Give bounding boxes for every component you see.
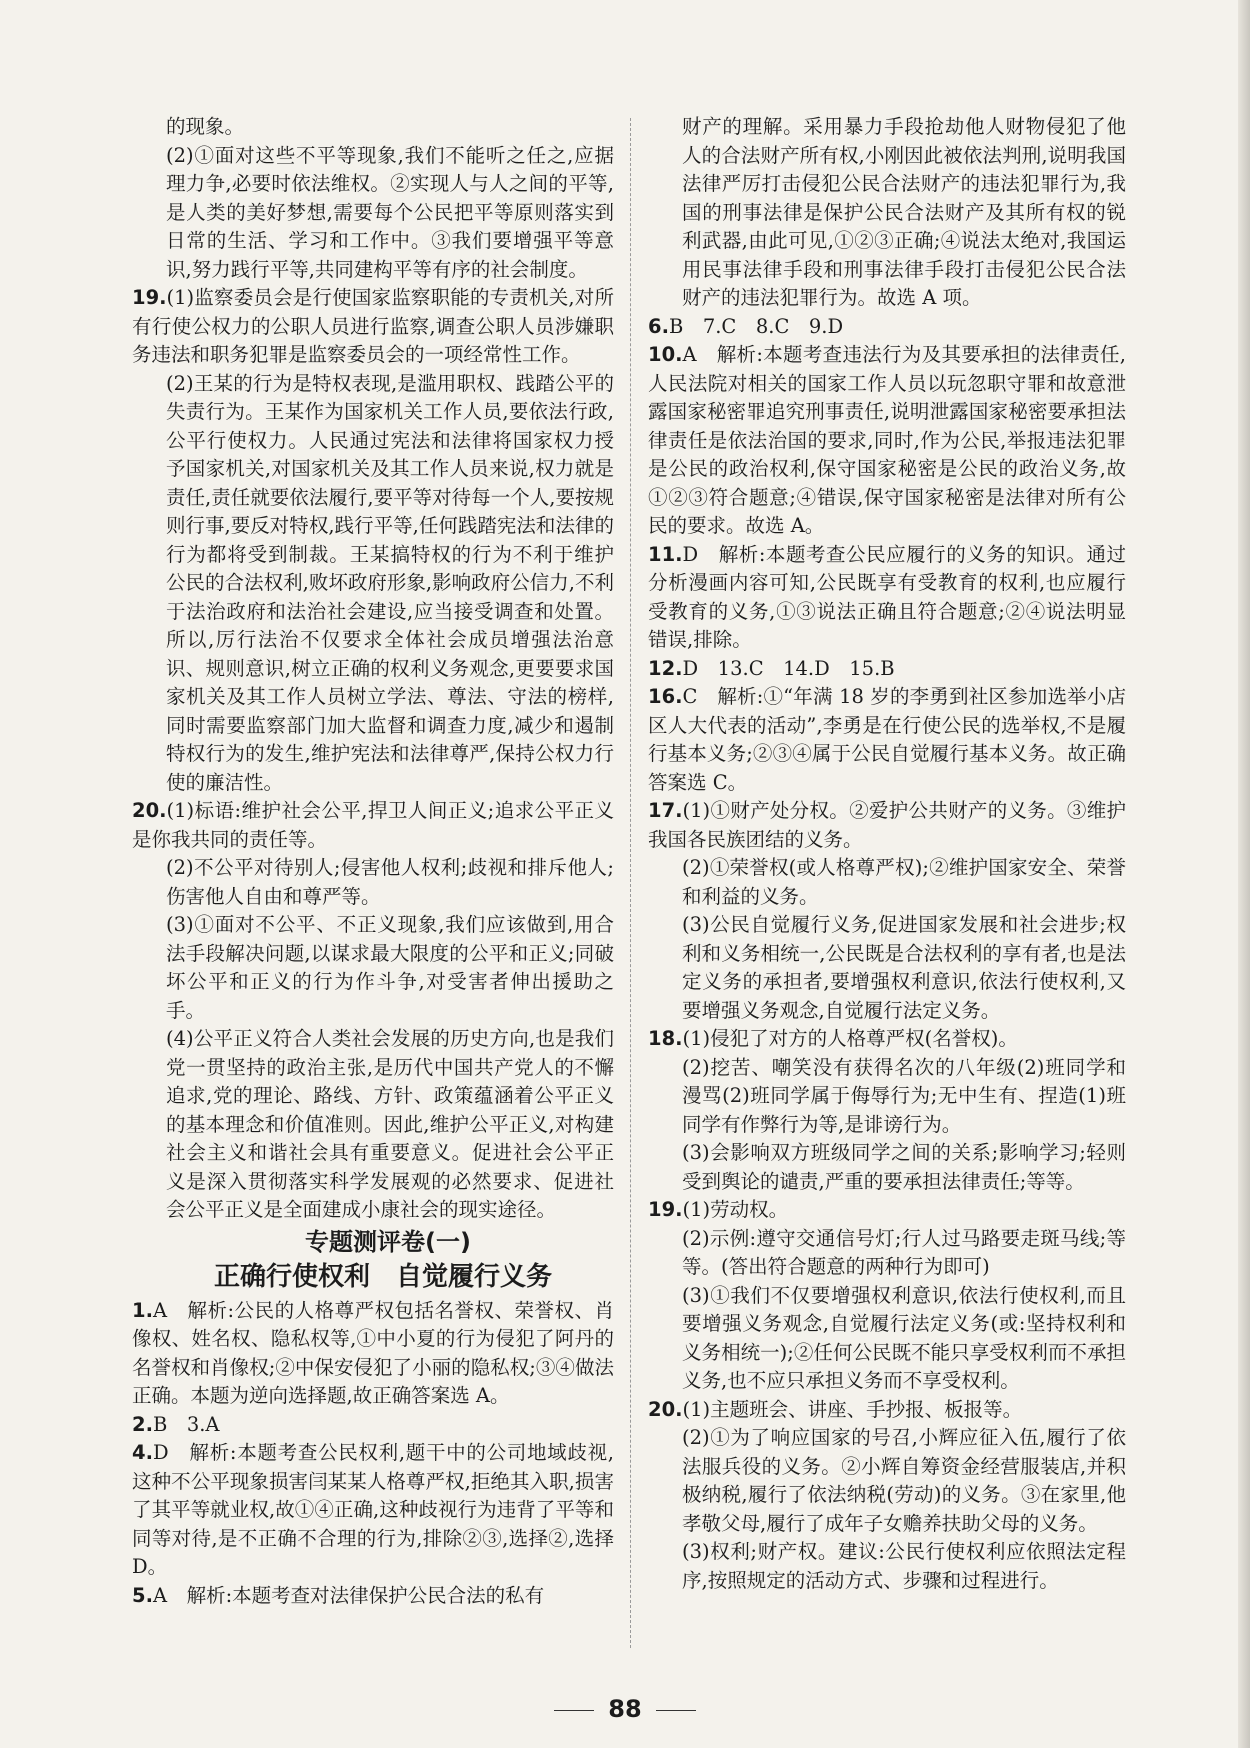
page-footer: [0, 1695, 1250, 1723]
paragraph: (2)示例:遵守交通信号灯;行人过马路要走斑马线;等等。(答出符合题意的两种行为即可): [682, 1226, 1126, 1278]
answer-item: 10.A 解析:本题考查违法行为及其要承担的法律责任,人民法院对相关的国家工作人员以玩忽职守罪和故意泄露国家秘密罪追究刑事责任,说明泄露国家秘密要承担法律责任是依法治国的要求,同时,作为公民,举报违法犯罪是公民的政治权利,保守国家秘密是公民的政治义务,故①②③符合题意;④错误,保守国家秘密是法律对所有公民的要求。故选 A。: [648, 343, 1126, 537]
question-number: 18.: [648, 1027, 683, 1050]
page-number: 88: [608, 1695, 642, 1723]
answer-item: 16.C 解析:①“年满 18 岁的李勇到社区参加选举小店区人大代表的活动”,李勇是在行使公民的选举权,不是履行基本义务;②③④属于公民自觉履行基本义务。故正确答案选 C。: [648, 685, 1126, 794]
paragraph: 财产的理解。采用暴力手段抢劫他人财物侵犯了他人的合法财产所有权,小刚因此被依法判刑,说明我国法律严厉打击侵犯公民合法财产的违法犯罪行为,我国的刑事法律是保护公民合法财产及其所有权的锐利武器,由此可见,①②③正确;④说法太绝对,我国运用民事法律手段和刑事法律手段打击侵犯公民合法财产的违法犯罪行为。故选 A 项。: [682, 115, 1126, 309]
question-number: 19.: [132, 286, 167, 309]
question-number: 17.: [648, 799, 683, 822]
answer-item: 20.(1)标语:维护社会公平,捍卫人间正义;追求公平正义是你我共同的责任等。: [132, 799, 614, 851]
paragraph: (2)①面对这些不平等现象,我们不能听之任之,应据理力争,必要时依法维权。②实现人与人之间的平等,是人类的美好梦想,需要每个公民把平等原则落实到日常的生活、学习和工作中。③我们要增强平等意识,努力践行平等,共同建构平等有序的社会制度。: [166, 143, 614, 281]
paragraph: (3)①面对不公平、不正义现象,我们应该做到,用合法手段解决问题,以谋求最大限度的公平和正义;同破坏公平和正义的行为作斗争,对受害者伸出援助之手。: [166, 913, 614, 1022]
question-number: 16.: [648, 685, 683, 708]
question-number: 20.: [648, 1397, 683, 1421]
footer-dash-left: [554, 1710, 594, 1711]
question-number: 10.: [648, 343, 683, 366]
page-edge-shadow: [1238, 0, 1250, 1748]
question-number: 6.: [648, 314, 669, 338]
paragraph: (2)挖苦、嘲笑没有获得名次的八年级(2)班同学和漫骂(2)班同学属于侮辱行为;无中生有、捏造(1)班同学有作弊行为等,是诽谤行为。: [682, 1055, 1126, 1136]
question-number: 19.: [648, 1198, 683, 1221]
question-number: 12.: [648, 656, 683, 680]
paragraph: (4)公平正义符合人类社会发展的历史方向,也是我们党一贯坚持的政治主张,是历代中国共产党人的不懈追求,党的理论、路线、方针、政策蕴涵着公平正义的基本理念和价值准则。因此,维护公平正义,对构建社会主义和谐社会具有重要意义。促进社会公平正义是深入贯彻落实科学发展观的必然要求、促进社会公平正义是全面建成小康社会的现实途径。: [166, 1027, 614, 1221]
paragraph: (3)会影响双方班级同学之间的关系;影响学习;轻则受到舆论的谴责,严重的要承担法律责任;等等。: [682, 1141, 1126, 1193]
answer-item: 19.(1)劳动权。: [648, 1198, 789, 1221]
section-subtitle: 正确行使权利 自觉履行义务: [213, 1261, 552, 1292]
question-number: 2.: [132, 1412, 153, 1436]
answer-item: 6.B 7.C 8.C 9.D: [648, 314, 844, 338]
answer-item: 1.A 解析:公民的人格尊严权包括名誉权、荣誉权、肖像权、姓名权、隐私权等,①中小夏的行为侵犯了阿丹的名誉权和肖像权;②中保安侵犯了小丽的隐私权;③④做法正确。本题为逆向选择题,故正确答案选 A。: [132, 1298, 614, 1407]
answer-item: 5.A 解析:本题考查对法律保护公民合法的私有: [132, 1583, 545, 1607]
paragraph: 的现象。: [166, 115, 245, 138]
paragraph: (2)①为了响应国家的号召,小辉应征入伍,履行了依法服兵役的义务。②小辉自筹资金经营服装店,并积极纳税,履行了依法纳税(劳动)的义务。③在家里,他孝敬父母,履行了成年子女赡养扶助父母的义务。: [682, 1426, 1126, 1535]
question-number: 11.: [648, 542, 683, 566]
question-number: 5.: [132, 1583, 153, 1607]
right-column: [648, 113, 1126, 1595]
paragraph: (2)不公平对待别人;侵害他人权利;歧视和排斥他人;伤害他人自由和尊严等。: [166, 856, 614, 908]
answer-item: 11.D 解析:本题考查公民应履行的义务的知识。通过分析漫画内容可知,公民既享有受教育的权利,也应履行受教育的义务,①③说法正确且符合题意;②④说法明显错误,排除。: [648, 542, 1126, 651]
paragraph: (3)权利;财产权。建议:公民行使权利应依照法定程序,按照规定的活动方式、步骤和过程进行。: [682, 1540, 1126, 1592]
answer-item: 17.(1)①财产处分权。②爱护公共财产的义务。③维护我国各民族团结的义务。: [648, 799, 1126, 851]
footer-dash-right: [656, 1710, 696, 1711]
paragraph: (2)①荣誉权(或人格尊严权);②维护国家安全、荣誉和利益的义务。: [682, 856, 1126, 908]
answer-item: 20.(1)主题班会、讲座、手抄报、板报等。: [648, 1397, 1023, 1421]
answer-item: 19.(1)监察委员会是行使国家监察职能的专责机关,对所有行使公权力的公职人员进行监察,调查公职人员涉嫌职务违法和职务犯罪是监察委员会的一项经常性工作。: [132, 286, 614, 366]
question-number: 1.: [132, 1298, 153, 1322]
left-column: [132, 113, 614, 1610]
column-divider: [630, 118, 631, 1648]
answer-item: 12.D 13.C 14.D 15.B: [648, 656, 895, 680]
question-number: 4.: [132, 1441, 153, 1464]
answer-item: 4.D 解析:本题考查公民权利,题干中的公司地域歧视,这种不公平现象损害闫某某人格尊严权,拒绝其入职,损害了其平等就业权,故①④正确,这种歧视行为违背了平等和同等对待,是不正确不合理的行为,排除②③,选择②,选择 D。: [132, 1441, 614, 1578]
paragraph: (3)公民自觉履行义务,促进国家发展和社会进步;权利和义务相统一,公民既是合法权利的享有者,也是法定义务的承担者,要增强权利意识,依法行使权利,又要增强义务观念,自觉履行法定义务。: [682, 913, 1126, 1022]
paragraph: (3)①我们不仅要增强权利意识,依法行使权利,而且要增强义务观念,自觉履行法定义务(或:坚持权利和义务相统一);②任何公民既不能只享受权利而不承担义务,也不应只承担义务而不享受权利。: [682, 1283, 1126, 1392]
answer-item: 18.(1)侵犯了对方的人格尊严权(名誉权)。: [648, 1027, 1018, 1050]
section-title: 专题测评卷(一): [305, 1227, 471, 1256]
paragraph: (2)王某的行为是特权表现,是滥用职权、践踏公平的失责行为。王某作为国家机关工作人员,要依法行政,公平行使权力。人民通过宪法和法律将国家权力授予国家机关,对国家机关及其工作人员来说,权力就是责任,责任就要依法履行,要平等对待每一个人,要按规则行事,要反对特权,践行平等,任何践踏宪法和法律的行为都将受到制裁。王某搞特权的行为不利于维护公民的合法权利,败坏政府形象,影响政府公信力,不利于法治政府和法治社会建设,应当接受调查和处置。所以,厉行法治不仅要求全体社会成员增强法治意识、规则意识,树立正确的权利义务观念,更要要求国家机关及其工作人员树立学法、尊法、守法的榜样,同时需要监察部门加大监督和调查力度,减少和遏制特权行为的发生,维护宪法和法律尊严,保持公权力行使的廉洁性。: [166, 371, 614, 794]
question-number: 20.: [132, 799, 167, 822]
answer-item: 2.B 3.A: [132, 1412, 220, 1436]
